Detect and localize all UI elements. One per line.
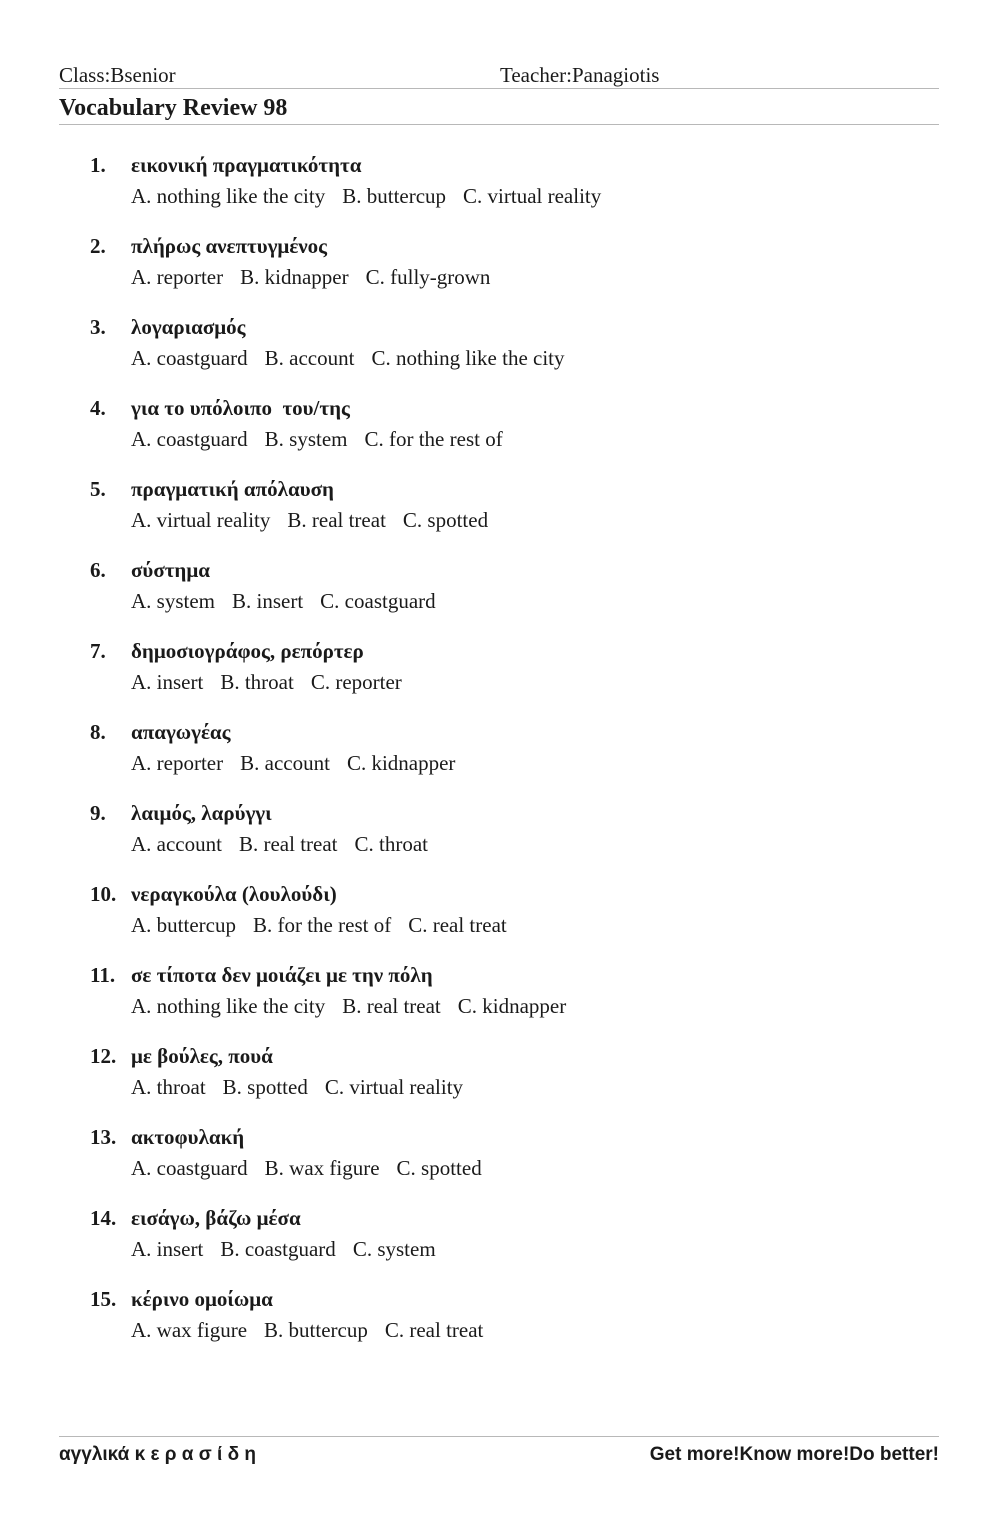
question-number: 4. — [90, 396, 106, 420]
answer-options — [131, 669, 419, 695]
question-prompt: με βούλες, πουά — [131, 1044, 273, 1068]
question-item — [0, 557, 1000, 627]
question-prompt: πραγματική απόλαυση — [131, 477, 334, 501]
question-prompt: πλήρως ανεπτυγμένος — [131, 234, 328, 258]
question-prompt: δημοσιογράφος, ρεπόρτερ — [131, 639, 364, 663]
question-item — [0, 476, 1000, 546]
option-c[interactable]: C. real treat — [384, 1318, 484, 1342]
question-number: 1. — [90, 153, 106, 177]
option-a[interactable]: A. reporter — [131, 751, 224, 775]
option-a[interactable]: A. coastguard — [131, 427, 248, 451]
option-c[interactable]: C. reporter — [310, 670, 402, 694]
option-a[interactable]: A. insert — [131, 670, 204, 694]
option-a[interactable]: A. wax figure — [131, 1318, 248, 1342]
option-c[interactable]: C. throat — [354, 832, 428, 856]
question-prompt: λαιμός, λαρύγγι — [131, 801, 272, 825]
question-item — [0, 152, 1000, 222]
option-b[interactable]: B. real treat — [342, 994, 441, 1018]
answer-options — [131, 1155, 499, 1181]
option-b[interactable]: B. buttercup — [264, 1318, 368, 1342]
answer-options — [131, 750, 472, 776]
option-a[interactable]: A. account — [131, 832, 222, 856]
question-prompt: για το υπόλοιπο του/της — [131, 396, 350, 420]
option-b[interactable]: B. spotted — [222, 1075, 308, 1099]
option-b[interactable]: B. wax figure — [264, 1156, 380, 1180]
question-number: 15. — [90, 1287, 117, 1311]
option-a[interactable]: A. buttercup — [131, 913, 236, 937]
option-b[interactable]: B. account — [264, 346, 355, 370]
answer-options — [131, 183, 618, 209]
question-prompt: σε τίποτα δεν μοιάζει με την πόλη — [131, 963, 433, 987]
question-item — [0, 881, 1000, 951]
answer-options — [131, 1074, 480, 1100]
option-a[interactable]: A. reporter — [131, 265, 224, 289]
question-prompt: απαγωγέας — [131, 720, 231, 744]
question-number: 8. — [90, 720, 106, 744]
answer-options — [131, 831, 445, 857]
option-c[interactable]: C. virtual reality — [463, 184, 602, 208]
question-number: 7. — [90, 639, 106, 663]
question-prompt: σύστημα — [131, 558, 210, 582]
footer-brand: αγγλικά κ ε ρ α σ ί δ η — [59, 1444, 256, 1465]
option-b[interactable]: B. insert — [232, 589, 304, 613]
question-item — [0, 1205, 1000, 1275]
option-a[interactable]: A. throat — [131, 1075, 206, 1099]
answer-options — [131, 588, 453, 614]
question-item — [0, 719, 1000, 789]
question-item — [0, 1043, 1000, 1113]
option-a[interactable]: A. coastguard — [131, 346, 248, 370]
question-item — [0, 962, 1000, 1032]
option-c[interactable]: C. system — [352, 1237, 436, 1261]
class-label: Class:Bsenior — [59, 63, 176, 87]
page-title: Vocabulary Review 98 — [59, 95, 288, 121]
option-b[interactable]: B. throat — [220, 670, 294, 694]
option-a[interactable]: A. insert — [131, 1237, 204, 1261]
option-c[interactable]: C. spotted — [396, 1156, 482, 1180]
option-c[interactable]: C. real treat — [408, 913, 507, 937]
question-prompt: εισάγω, βάζω μέσα — [131, 1206, 301, 1230]
question-number: 2. — [90, 234, 106, 258]
answer-options — [131, 912, 524, 938]
answer-options — [131, 345, 582, 371]
question-prompt: νεραγκούλα (λουλούδι) — [131, 882, 337, 906]
option-c[interactable]: C. kidnapper — [457, 994, 567, 1018]
answer-options — [131, 426, 520, 452]
answer-options — [131, 993, 583, 1019]
answer-options — [131, 264, 507, 290]
option-c[interactable]: C. nothing like the city — [371, 346, 565, 370]
option-a[interactable]: A. nothing like the city — [131, 184, 326, 208]
question-number: 10. — [90, 882, 117, 906]
option-b[interactable]: B. coastguard — [220, 1237, 336, 1261]
footer-slogan: Get more!Know more!Do better! — [649, 1444, 939, 1465]
question-item — [0, 233, 1000, 303]
option-b[interactable]: B. kidnapper — [240, 265, 349, 289]
option-a[interactable]: A. system — [131, 589, 215, 613]
question-item — [0, 1286, 1000, 1356]
option-b[interactable]: B. real treat — [287, 508, 386, 532]
question-number: 13. — [90, 1125, 117, 1149]
option-c[interactable]: C. coastguard — [320, 589, 436, 613]
question-prompt: κέρινο ομοίωμα — [131, 1287, 273, 1311]
question-prompt: λογαριασμός — [131, 315, 246, 339]
question-number: 12. — [90, 1044, 117, 1068]
option-b[interactable]: B. real treat — [238, 832, 338, 856]
question-item — [0, 314, 1000, 384]
question-number: 3. — [90, 315, 106, 339]
header — [59, 62, 939, 89]
option-a[interactable]: A. virtual reality — [131, 508, 271, 532]
question-item — [0, 395, 1000, 465]
question-item — [0, 638, 1000, 708]
question-prompt: ακτοφυλακή — [131, 1125, 245, 1149]
option-c[interactable]: C. virtual reality — [324, 1075, 464, 1099]
question-number: 6. — [90, 558, 106, 582]
question-item — [0, 800, 1000, 870]
question-prompt: εικονική πραγματικότητα — [131, 153, 362, 177]
teacher-label: Teacher:Panagiotis — [500, 63, 660, 87]
question-number: 5. — [90, 477, 106, 501]
question-number: 9. — [90, 801, 106, 825]
answer-options — [131, 507, 505, 533]
question-item — [0, 1124, 1000, 1194]
option-b[interactable]: B. system — [264, 427, 348, 451]
footer — [59, 1436, 939, 1471]
option-c[interactable]: C. spotted — [402, 508, 489, 532]
option-a[interactable]: A. coastguard — [131, 1156, 248, 1180]
answer-options — [131, 1317, 500, 1343]
option-b[interactable]: B. account — [240, 751, 330, 775]
answer-options — [131, 1236, 453, 1262]
question-number: 14. — [90, 1206, 117, 1230]
option-a[interactable]: A. nothing like the city — [131, 994, 326, 1018]
option-c[interactable]: C. for the rest of — [364, 427, 503, 451]
title-bar — [59, 93, 939, 125]
option-c[interactable]: C. kidnapper — [346, 751, 456, 775]
option-b[interactable]: B. buttercup — [342, 184, 447, 208]
option-c[interactable]: C. fully-grown — [365, 265, 491, 289]
option-b[interactable]: B. for the rest of — [252, 913, 392, 937]
question-number: 11. — [90, 963, 116, 987]
